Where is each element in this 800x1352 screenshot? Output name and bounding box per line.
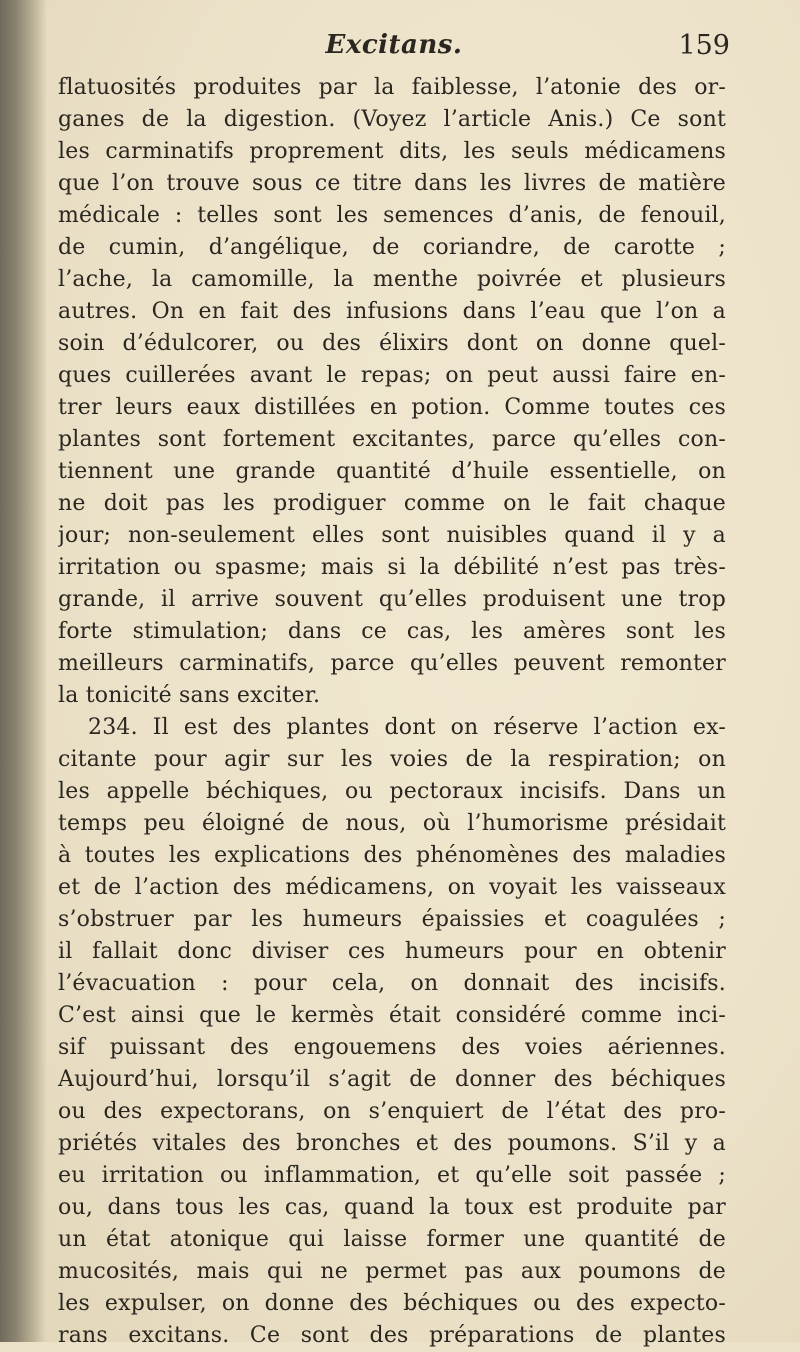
text-line: tiennent une grande quantité d’huile essentielle, on [58,459,726,484]
text-line: trer leurs eaux distillées en potion. Comme toutes ces [58,395,726,420]
text-line: priétés vitales des bronches et des poumons. S’il y a [58,1131,726,1156]
text-line: jour; non-seulement elles sont nuisibles quand il y a [58,523,726,548]
text-line: les carminatifs proprement dits, les seuls médicamens [58,139,726,164]
text-line: irritation ou spasme; mais si la débilité n’est pas très- [58,555,726,580]
text-line: ques cuillerées avant le repas; on peut aussi faire en- [58,363,726,388]
text-line: ne doit pas les prodiguer comme on le fait chaque [58,491,726,516]
text-line: un état atonique qui laisse former une quantité de [58,1227,726,1252]
text-line: l’ache, la camomille, la menthe poivrée et plusieurs [58,267,726,292]
text-line: il fallait donc diviser ces humeurs pour en obtenir [58,939,726,964]
text-line: et de l’action des médicamens, on voyait les vaisseaux [58,875,726,900]
text-line: temps peu éloigné de nous, où l’humorisme présidait [58,811,726,836]
text-line: les expulser, on donne des béchiques ou des expecto- [58,1291,726,1316]
text-line: à toutes les explications des phénomènes des maladies [58,843,726,868]
text-line: ou des expectorans, on s’enquiert de l’état des pro- [58,1099,726,1124]
text-line: eu irritation ou inflammation, et qu’elle soit passée ; [58,1163,726,1188]
text-line: médicale : telles sont les semences d’anis, de fenouil, [58,203,726,228]
text-line: ou, dans tous les cas, quand la toux est produite par [58,1195,726,1220]
text-line: mucosités, mais qui ne permet pas aux poumons de [58,1259,726,1284]
text-line: Aujourd’hui, lorsqu’il s’agit de donner des béchiques [58,1067,726,1092]
text-line: plantes sont fortement excitantes, parce qu’elles con- [58,427,726,452]
paragraph-end-line: la tonicité sans exciter. [58,683,321,708]
text-line: C’est ainsi que le kermès était considéré comme inci- [58,1003,726,1028]
text-line: sif puissant des engouemens des voies aériennes. [58,1035,726,1060]
text-line: que l’on trouve sous ce titre dans les livres de matière [58,171,726,196]
text-line: soin d’édulcorer, ou des élixirs dont on donne quel- [58,331,726,356]
text-line: meilleurs carminatifs, parce qu’elles peuvent remonter [58,651,726,676]
text-line: autres. On en fait des infusions dans l’eau que l’on a [58,299,726,324]
text-line: grande, il arrive souvent qu’elles produisent une trop [58,587,726,612]
page-header [58,30,730,66]
text-line: rans excitans. Ce sont des préparations de plantes [58,1323,726,1348]
text-line: citante pour agir sur les voies de la respiration; on [58,747,726,772]
page-number: 159 [678,30,730,61]
text-line: s’obstruer par les humeurs épaissies et coagulées ; [58,907,726,932]
text-line: flatuosités produites par la faiblesse, l’atonie des or- [58,75,726,100]
text-line: l’évacuation : pour cela, on donnait des incisifs. [58,971,726,996]
text-line: forte stimulation; dans ce cas, les amères sont les [58,619,726,644]
book-spine-shadow [0,0,46,1342]
body-text [58,72,726,1352]
text-line: ganes de la digestion. (Voyez l’article Anis.) Ce sont [58,107,726,132]
text-line: de cumin, d’angélique, de coriandre, de carotte ; [58,235,726,260]
paragraph-start-line: 234. Il est des plantes dont on réserve l’action ex- [88,715,726,740]
running-title: Excitans. [325,30,463,60]
text-line: les appelle béchiques, ou pectoraux incisifs. Dans un [58,779,726,804]
